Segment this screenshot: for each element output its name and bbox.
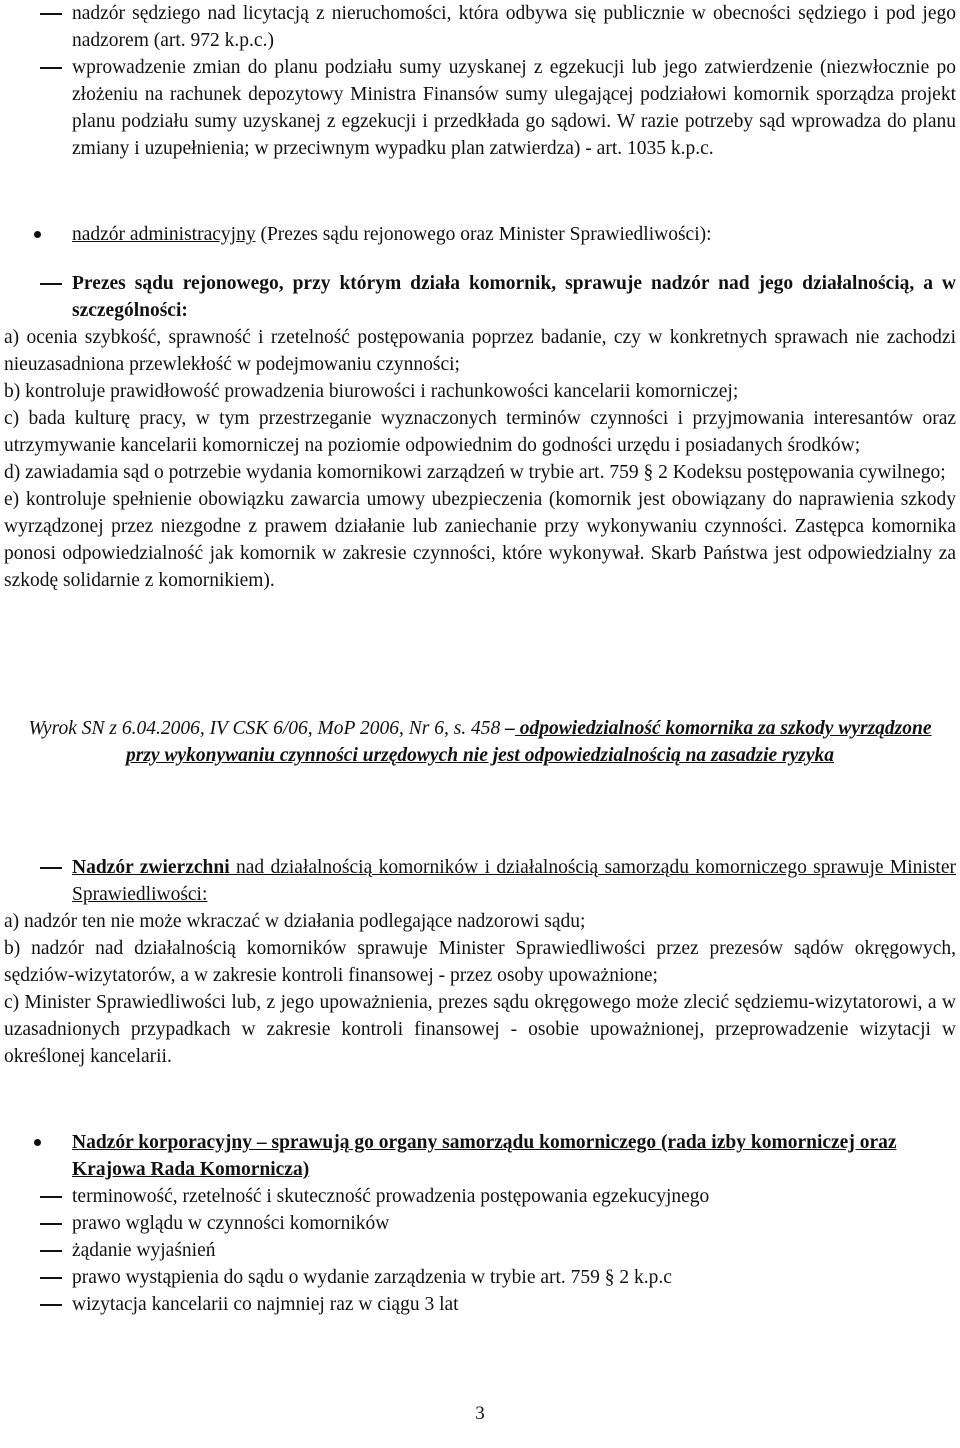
list-item: nadzór sędziego nad licytacją z nieruchomości, która odbywa się publicznie w obecności sędziego i pod jego nadzorem (art. 972 k.p.c.) — [0, 0, 960, 54]
corporate-heading: Nadzór korporacyjny – sprawują go organy samorządu komorniczego (rada izby komorniczej oraz Krajowa Rada Komornicza) — [0, 1129, 960, 1183]
list-item: prawo wglądu w czynności komorników — [0, 1210, 960, 1237]
list-item: prawo wystąpienia do sądu o wydanie zarządzenia w trybie art. 759 § 2 k.p.c — [0, 1264, 960, 1291]
admin-point-a: a) ocenia szybkość, sprawność i rzetelność postępowania poprzez badanie, czy w konkretnych sprawach nie zachodzi nieuzasadniona przewlekłość w podejmowaniu czynności; — [4, 327, 956, 375]
supreme-heading — [0, 854, 960, 908]
prezes-line: Prezes sądu rejonowego, przy którym działa komornik, sprawuje nadzór nad jego działalnością, a w szczególności: — [0, 270, 960, 324]
top-section — [0, 0, 960, 162]
admin-point-d: d) zawiadamia sąd o potrzebie wydania komornikowi zarządzeń w trybie art. 759 § 2 Kodeksu postępowania cywilnego; — [4, 462, 946, 483]
list-item: terminowość, rzetelność i skuteczność prowadzenia postępowania egzekucyjnego — [0, 1183, 960, 1210]
list-item: wizytacja kancelarii co najmniej raz w ciągu 3 lat — [0, 1291, 960, 1318]
corporate-section — [0, 1129, 960, 1318]
supreme-section — [0, 854, 960, 1070]
admin-section — [0, 221, 960, 594]
admin-heading-rest: (Prezes sądu rejonowego oraz Minister Sprawiedliwości): — [255, 224, 712, 245]
ruling-thesis: odpowiedzialność komornika za szkody wyrządzone przy wykonywaniu czynności urzędowych nie jest odpowiedzialnością na zasadzie ryzyka — [126, 718, 932, 766]
list-item: wprowadzenie zmian do planu podziału sumy uzyskanej z egzekucji lub jego zatwierdzenie (niezwłocznie po złożeniu na rachunek depozytowy Ministra Finansów sumy ulegającej podziałowi komornik sporządza projekt planu podziału sumy uzyskanej z egzekucji i przedkłada go sądowi. W razie potrzeby sąd wprowadza do planu zmiany i uzupełnienia; w przeciwnym wypadku plan zatwierdza) - art. 1035 k.p.c. — [0, 54, 960, 162]
admin-point-b: b) kontroluje prawidłowość prowadzenia biurowości i rachunkowości kancelarii komorniczej; — [4, 381, 739, 402]
admin-heading — [0, 221, 960, 248]
admin-heading-title: nadzór administracyjny — [72, 224, 256, 245]
supreme-heading-title: Nadzór zwierzchni — [72, 857, 230, 878]
admin-point-c: c) bada kulturę pracy, w tym przestrzeganie wyznaczonych terminów czynności i przyjmowania interesantów oraz utrzymywanie kancelarii komorniczej na poziomie odpowiednim do godności urzędu i posiadanych środków; — [4, 408, 956, 456]
supreme-point-b: b) nadzór nad działalnością komorników sprawuje Minister Sprawiedliwości przez prezesów sądów okręgowych, sędziów-wizytatorów, a w zakresie kontroli finansowej - przez osoby upoważnione; — [4, 938, 956, 986]
supreme-heading-rest: nad działalnością komorników i działalnością samorządu komorniczego sprawuje Minister Sprawiedliwości: — [72, 857, 956, 905]
list-item: żądanie wyjaśnień — [0, 1237, 960, 1264]
supreme-point-a: a) nadzór ten nie może wkraczać w działania podlegające nadzorowi sądu; — [4, 911, 586, 932]
page-number: 3 — [475, 1403, 485, 1424]
ruling-citation: Wyrok SN z 6.04.2006, IV CSK 6/06, MoP 2006, Nr 6, s. 458 — [28, 718, 506, 739]
ruling-dash: – — [505, 718, 515, 739]
supreme-point-c: c) Minister Sprawiedliwości lub, z jego upoważnienia, prezes sądu okręgowego może zlecić sędziemu-wizytatorowi, a w uzasadnionych przypadkach w zakresie kontroli finansowej - osobie upoważnionej, przeprowadzenie wizytacji w określonej kancelarii. — [4, 992, 956, 1067]
admin-point-e: e) kontroluje spełnienie obowiązku zawarcia umowy ubezpieczenia (komornik jest obowiązany do naprawienia szkody wyrządzonej przez niezgodne z prawem działanie lub zaniechanie przy wykonywaniu czynności. Zastępca komornika ponosi odpowiedzialność jak komornik w zakresie czynności, które wykonywał. Skarb Państwa jest odpowiedzialny za szkodę solidarnie z komornikiem). — [4, 489, 956, 591]
court-ruling — [0, 715, 960, 769]
